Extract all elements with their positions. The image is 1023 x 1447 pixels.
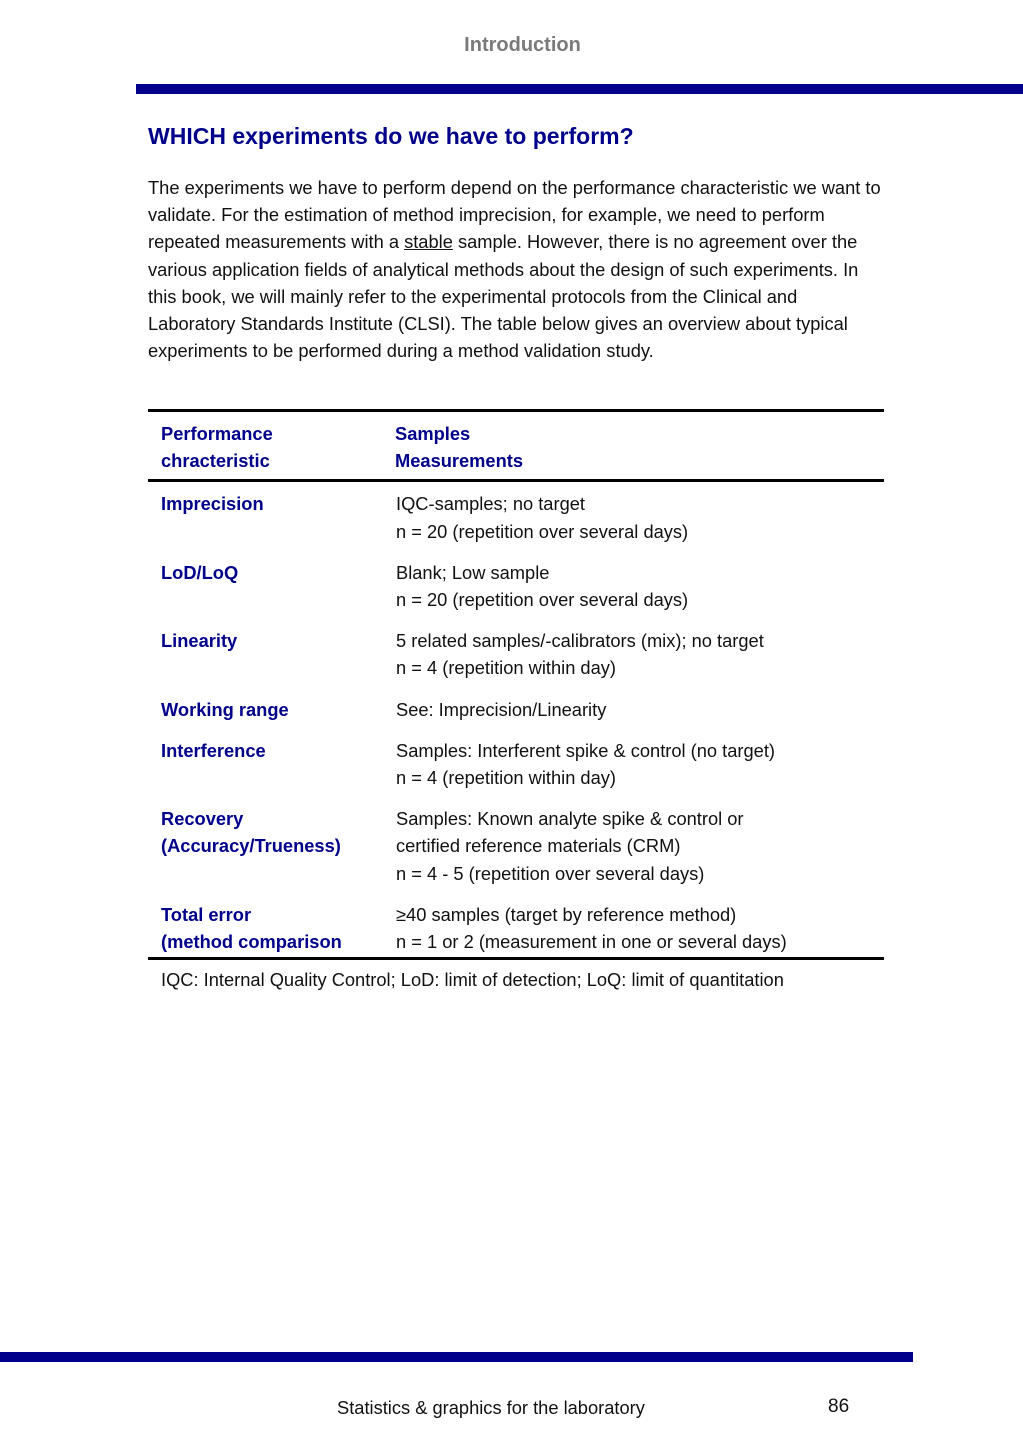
row-characteristic [148, 731, 395, 799]
table-footnote: IQC: Internal Quality Control; LoD: limit of detection; LoQ: limit of quantitation [161, 969, 784, 991]
cell-line: n = 20 (repetition over several days) [396, 520, 689, 542]
cell-line: See: Imprecision/Linearity [396, 698, 607, 720]
page-number: 86 [828, 1396, 850, 1417]
header-line: Performance [161, 423, 273, 444]
cell-line: n = 20 (repetition over several days) [396, 589, 689, 611]
cell-line: n = 4 - 5 (repetition over several days) [396, 862, 705, 884]
row-samples [395, 690, 884, 731]
table-row [148, 481, 884, 553]
cell-line: IQC-samples; no target [396, 493, 585, 515]
header-samples [395, 411, 884, 481]
row-samples [395, 621, 884, 689]
row-characteristic [148, 621, 395, 689]
cell-line: n = 4 (repetition within day) [396, 767, 616, 789]
row-samples [395, 799, 884, 895]
paragraph-text-before: The experiments we have to perform depend on the performance characteristic we want to validate. For the estimation of method imprecision, for example, we need to perform repeated measurements with a [148, 177, 881, 253]
table-header-row [148, 411, 884, 481]
cell-line: n = 1 or 2 (measurement in one or several days) [396, 931, 787, 953]
cell-line: Working range [161, 698, 289, 720]
row-characteristic [148, 553, 395, 621]
top-rule [136, 84, 1023, 94]
cell-line: (Accuracy/Trueness) [161, 835, 341, 857]
cell-line: certified reference materials (CRM) [396, 835, 681, 857]
cell-line: Samples: Interferent spike & control (no target) [396, 739, 776, 761]
row-characteristic [148, 895, 395, 959]
table-row [148, 553, 884, 621]
section-heading: WHICH experiments do we have to perform? [148, 123, 634, 149]
table-row [148, 895, 884, 959]
bottom-rule [0, 1352, 913, 1362]
cell-line: ≥40 samples (target by reference method) [396, 903, 737, 925]
header-line: Samples [395, 423, 471, 444]
cell-line: Imprecision [161, 493, 264, 515]
experiments-table [148, 409, 884, 960]
header-line: chracteristic [161, 450, 270, 472]
cell-line: Total error [161, 903, 252, 925]
header-line: Measurements [395, 450, 524, 472]
row-samples [395, 481, 884, 553]
table-row [148, 799, 884, 895]
running-header: Introduction [464, 34, 581, 56]
intro-paragraph [148, 174, 888, 364]
paragraph-text-after: sample. However, there is no agreement over the various application fields of analytical methods about the design of such experiments. In this book, we will mainly refer to the experimental protocols from the Clinical and Laboratory Standards Institute (CLSI). The table below gives an overview about typical experiments to be performed during a method validation study. [148, 231, 859, 362]
cell-line: 5 related samples/-calibrators (mix); no target [396, 630, 764, 652]
header-characteristic [148, 411, 395, 481]
table-row [148, 621, 884, 689]
row-samples [395, 731, 884, 799]
row-characteristic [148, 690, 395, 731]
footer-book-title: Statistics & graphics for the laboratory [337, 1397, 645, 1418]
row-characteristic [148, 799, 395, 895]
cell-line: Samples: Known analyte spike & control or [396, 808, 744, 830]
row-samples [395, 895, 884, 959]
cell-line: LoD/LoQ [161, 561, 239, 583]
cell-line: Blank; Low sample [396, 561, 550, 583]
experiments-table-wrapper [148, 409, 884, 993]
cell-line: (method comparison [161, 931, 342, 953]
cell-line: Interference [161, 739, 266, 761]
row-samples [395, 553, 884, 621]
table-row [148, 731, 884, 799]
cell-line: Linearity [161, 630, 238, 652]
row-characteristic [148, 481, 395, 553]
paragraph-underlined-word: stable [404, 231, 453, 253]
cell-line: Recovery [161, 808, 244, 830]
table-row [148, 690, 884, 731]
cell-line: n = 4 (repetition within day) [396, 657, 616, 679]
